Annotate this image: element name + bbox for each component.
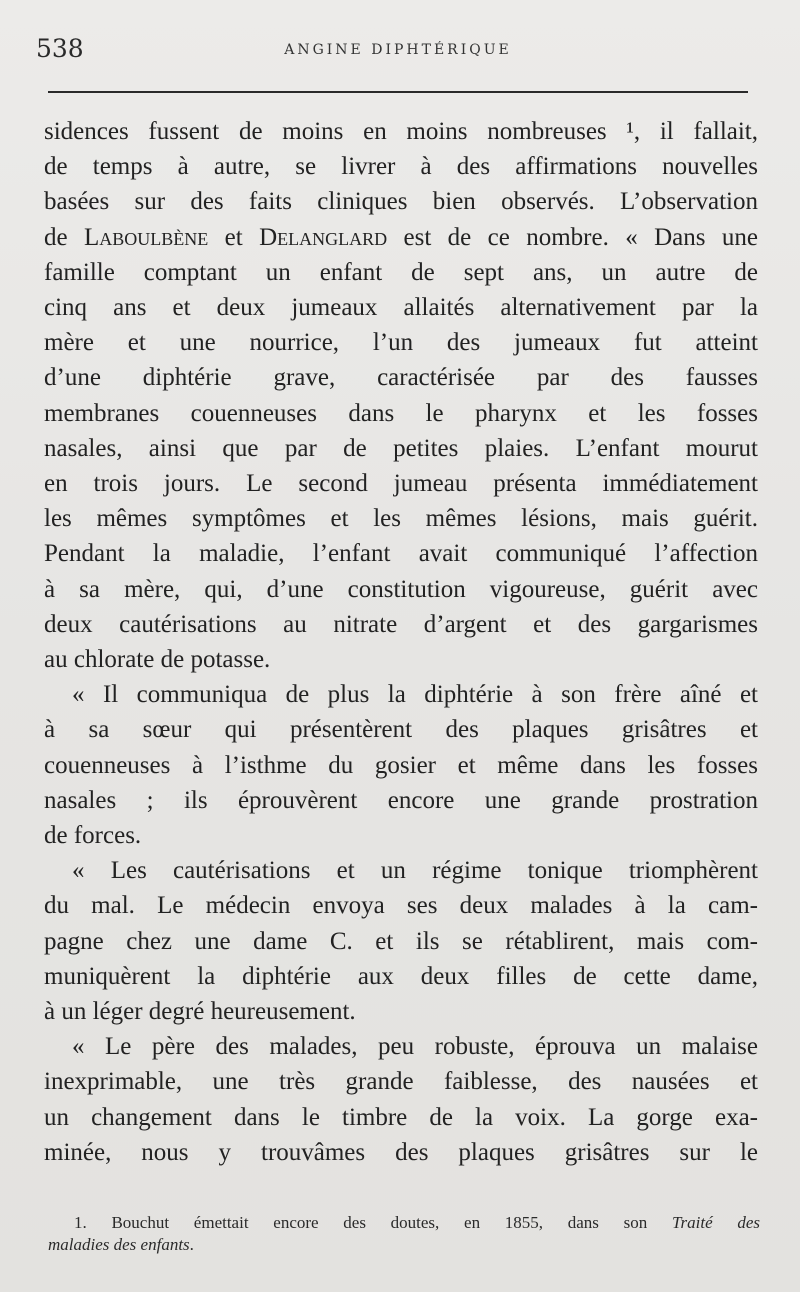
text-line: « Les cautérisations et un régime tonique triomphèrent [72, 857, 758, 885]
footnote-text: . [189, 1235, 194, 1254]
text-line: pagne chez une dame C. et ils se rétablirent, mais com- [44, 927, 758, 955]
text-line: de forces. [44, 822, 142, 850]
footnote-title: Traité des [671, 1213, 760, 1232]
text-line: à sa sœur qui présentèrent des plaques grisâtres et [44, 716, 758, 744]
header-rule [48, 91, 748, 93]
text-line: couenneuses à l’isthme du gosier et même dans les fosses [44, 751, 758, 779]
text-line: à un léger degré heureusement. [44, 998, 356, 1026]
page-header [36, 34, 760, 74]
text-line: minée, nous y trouvâmes des plaques grisâtres sur le [44, 1138, 758, 1166]
text-line: nasales ; ils éprouvèrent encore une grande prostration [44, 786, 758, 814]
text-fragment: de [44, 223, 84, 251]
text-fragment: est de ce nombre. « Dans une [387, 223, 758, 251]
text-line: sidences fussent de moins en moins nombreuses ¹, il fallait, [44, 118, 758, 145]
text-line: muniquèrent la diphtérie aux deux filles de cette dame, [44, 962, 758, 990]
text-line: un changement dans le timbre de la voix. La gorge exa- [44, 1103, 758, 1131]
text-line: de temps à autre, se livrer à des affirmations nouvelles [44, 153, 758, 181]
text-line: au chlorate de potasse. [44, 646, 271, 674]
body-text [44, 114, 758, 1170]
text-line: « Il communiqua de plus la diphtérie à son frère aîné et [72, 681, 758, 709]
footnote [48, 1212, 760, 1256]
footnote-text: 1. Bouchut émettait encore des doutes, en 1855, dans son [74, 1213, 672, 1232]
page-number: 538 [36, 34, 84, 63]
text-fragment: et [208, 223, 260, 251]
text-line [44, 220, 758, 255]
text-line: en trois jours. Le second jumeau présenta immédiatement [44, 470, 758, 498]
author-name-delanglard: Delanglard [259, 223, 388, 251]
text-line: cinq ans et deux jumeaux allaités alternativement par la [44, 294, 758, 322]
text-line: du mal. Le médecin envoya ses deux malades à la cam- [44, 892, 758, 920]
text-line: Pendant la maladie, l’enfant avait communiqué l’affection [44, 540, 758, 568]
text-line: « Le père des malades, peu robuste, éprouva un malaise [72, 1033, 758, 1061]
text-line: mère et une nourrice, l’un des jumeaux fut atteint [44, 329, 758, 357]
author-name-laboulbene: Laboulbène [83, 223, 209, 251]
text-line: à sa mère, qui, d’une constitution vigoureuse, guérit avec [44, 575, 758, 603]
text-line: membranes couenneuses dans le pharynx et les fosses [44, 399, 758, 427]
text-line: basées sur des faits cliniques bien observés. L’observation [44, 188, 758, 216]
text-line: nasales, ainsi que par de petites plaies. L’enfant mourut [44, 434, 758, 462]
footnote-line [48, 1234, 760, 1256]
text-line: les mêmes symptômes et les mêmes lésions, mais guérit. [44, 505, 758, 533]
text-line: deux cautérisations au nitrate d’argent et des gargarismes [44, 610, 758, 638]
text-line: inexprimable, une très grande faiblesse, des nausées et [44, 1068, 758, 1096]
footnote-title: maladies des enfants [48, 1235, 190, 1254]
text-line: famille comptant un enfant de sept ans, un autre de [44, 258, 758, 286]
running-title: ANGINE DIPHTÉRIQUE [284, 42, 512, 58]
text-line: d’une diphtérie grave, caractérisée par des fausses [44, 364, 758, 392]
footnote-line [48, 1212, 760, 1234]
